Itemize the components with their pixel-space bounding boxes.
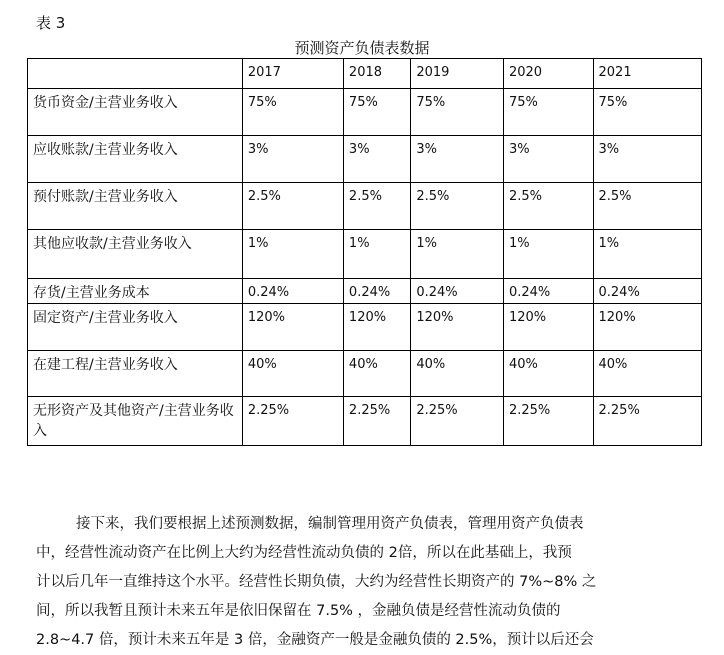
table-caption: 预测资产负债表数据 — [294, 39, 430, 57]
table-cell: 75% — [411, 89, 504, 136]
table-cell: 3% — [593, 136, 702, 183]
table-cell: 120% — [411, 304, 504, 351]
year-header: 2020 — [503, 59, 593, 89]
table-cell: 75% — [503, 89, 593, 136]
table-cell: 40% — [503, 351, 593, 397]
table-cell: 1% — [343, 230, 410, 279]
row-label: 货币资金/主营业务收入 — [28, 89, 243, 136]
paragraph-line: 2.8~4.7 倍，预计未来五年是 3 倍，金融资产一般是金融负债的 2.5%，预计以后还会 — [36, 632, 594, 648]
table-cell: 0.24% — [503, 279, 593, 304]
table-header-row — [28, 59, 702, 89]
table-cell: 40% — [593, 351, 702, 397]
table-label: 表 3 — [36, 14, 66, 32]
table-cell: 2.25% — [503, 397, 593, 446]
table-cell: 2.25% — [242, 397, 343, 446]
row-label: 其他应收款/主营业务收入 — [28, 230, 243, 279]
table-cell: 2.5% — [593, 183, 702, 230]
table-row — [28, 230, 702, 279]
table-cell: 2.5% — [411, 183, 504, 230]
table-cell: 2.25% — [343, 397, 410, 446]
table-cell: 40% — [343, 351, 410, 397]
table-row — [28, 136, 702, 183]
table-row — [28, 183, 702, 230]
year-header: 2018 — [343, 59, 410, 89]
table-cell: 0.24% — [411, 279, 504, 304]
table-row — [28, 304, 702, 351]
table-cell: 120% — [343, 304, 410, 351]
table-cell: 0.24% — [242, 279, 343, 304]
table-cell: 1% — [242, 230, 343, 279]
table-cell: 3% — [242, 136, 343, 183]
table-row — [28, 279, 702, 304]
table-cell: 3% — [411, 136, 504, 183]
row-label: 应收账款/主营业务收入 — [28, 136, 243, 183]
table-cell: 2.5% — [503, 183, 593, 230]
paragraph-line: 间，所以我暂且预计未来五年是依旧保留在 7.5% ，金融负债是经营性流动负债的 — [36, 603, 561, 619]
paragraph-line: 计以后几年一直维持这个水平。经营性长期负债，大约为经营性长期资产的 7%~8% 之 — [36, 574, 597, 590]
table-cell: 40% — [242, 351, 343, 397]
header-blank-cell — [28, 59, 243, 89]
table-row — [28, 89, 702, 136]
row-label: 在建工程/主营业务收入 — [28, 351, 243, 397]
table-cell: 1% — [503, 230, 593, 279]
table-cell: 1% — [593, 230, 702, 279]
table-cell: 120% — [242, 304, 343, 351]
table-cell: 1% — [411, 230, 504, 279]
table-cell: 2.25% — [593, 397, 702, 446]
table-cell: 75% — [343, 89, 410, 136]
table-row — [28, 397, 702, 446]
year-header: 2021 — [593, 59, 702, 89]
table-cell: 120% — [593, 304, 702, 351]
table-cell: 0.24% — [343, 279, 410, 304]
forecast-balance-table — [27, 58, 702, 446]
year-header: 2019 — [411, 59, 504, 89]
table-cell: 2.5% — [242, 183, 343, 230]
table-cell: 3% — [343, 136, 410, 183]
row-label: 存货/主营业务成本 — [28, 279, 243, 304]
paragraph-line: 接下来，我们要根据上述预测数据，编制管理用资产负债表，管理用资产负债表 — [76, 516, 584, 532]
table-cell: 2.5% — [343, 183, 410, 230]
table-cell: 120% — [503, 304, 593, 351]
row-label: 预付账款/主营业务收入 — [28, 183, 243, 230]
row-label: 无形资产及其他资产/主营业务收入 — [28, 397, 243, 446]
table-cell: 0.24% — [593, 279, 702, 304]
table-cell: 40% — [411, 351, 504, 397]
table-cell: 3% — [503, 136, 593, 183]
table-cell: 2.25% — [411, 397, 504, 446]
table-cell: 75% — [593, 89, 702, 136]
year-header: 2017 — [242, 59, 343, 89]
paragraph-line: 中，经营性流动资产在比例上大约为经营性流动负债的 2倍，所以在此基础上，我预 — [36, 545, 572, 561]
table-row — [28, 351, 702, 397]
body-paragraph — [36, 510, 701, 655]
table-cell: 75% — [242, 89, 343, 136]
row-label: 固定资产/主营业务收入 — [28, 304, 243, 351]
